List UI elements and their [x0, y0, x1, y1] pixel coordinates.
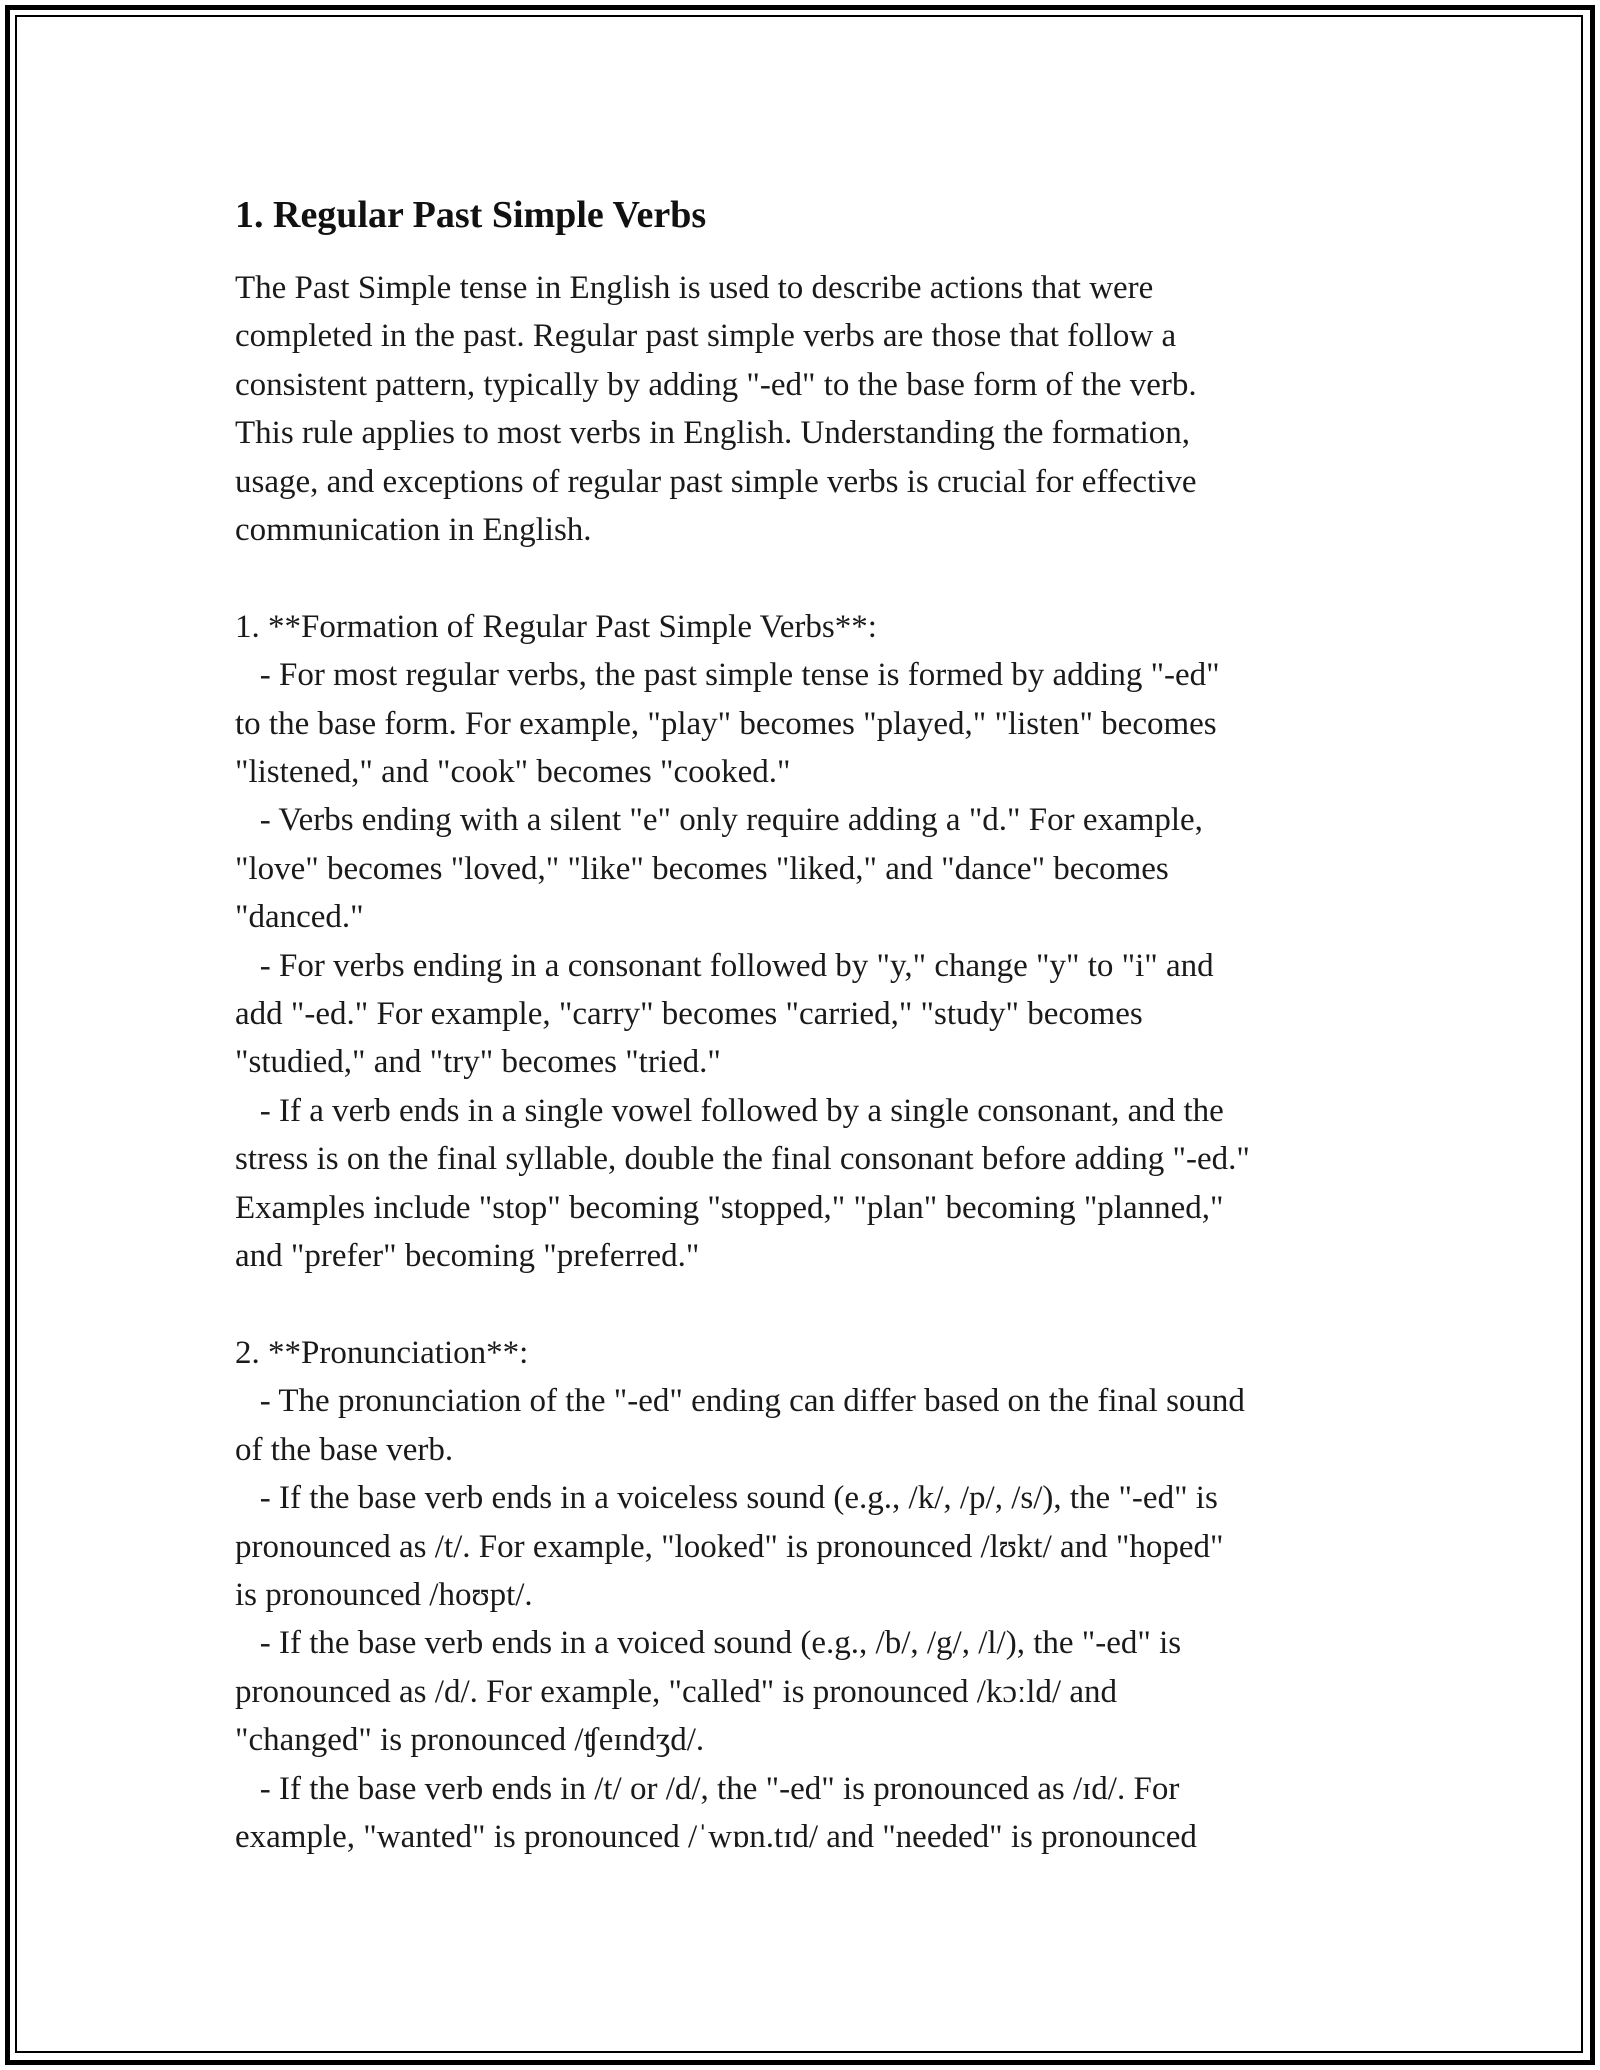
pronunciation-item-intro: - The pronunciation of the "-ed" ending can differ based on the final sound of the base verb. — [235, 1383, 1245, 1468]
paragraph-spacer — [235, 1281, 1375, 1329]
formation-item-add-ed: - For most regular verbs, the past simple tense is formed by adding "-ed" to the base form. For example, "play" becomes "played," "listen" becomes "listened," and "cook" becomes "cooked." — [235, 657, 1220, 791]
intro-paragraph: The Past Simple tense in English is used to describe actions that were completed in the past. Regular past simple verbs are those that follow a consistent pattern, typically by adding "-ed" to the base form of the verb. This rule applies to most verbs in English. Understanding the formation, usage, and exceptions of regular past simple verbs is crucial for effective communication in English. — [235, 270, 1197, 549]
paragraph-spacer — [235, 554, 1375, 602]
document-title: 1. Regular Past Simple Verbs — [235, 194, 707, 236]
pronunciation-item-t-d: - If the base verb ends in /t/ or /d/, the "-ed" is pronounced as /ɪd/. For example, "wanted" is pronounced /ˈwɒn.tɪd/ and "needed" is pronounced — [235, 1770, 1197, 1855]
formation-item-double-consonant: - If a verb ends in a single vowel followed by a single consonant, and the stress is on the final syllable, double the final consonant before adding "-ed." Examples include "stop" becoming "stopped," "plan" becoming "planned," and "prefer" becoming "preferred." — [235, 1092, 1250, 1275]
section-heading-formation: 1. **Formation of Regular Past Simple Verbs**: — [235, 608, 877, 645]
document-body — [235, 190, 1375, 1861]
formation-item-consonant-y: - For verbs ending in a consonant followed by "y," change "y" to "i" and add "-ed." For example, "carry" becomes "carried," "study" becomes "studied," and "try" becomes "tried." — [235, 947, 1214, 1081]
pronunciation-item-voiceless: - If the base verb ends in a voiceless sound (e.g., /k/, /p/, /s/), the "-ed" is pronounced as /t/. For example, "looked" is pronounced /lʊkt/ and "hoped" is pronounced /hoʊpt/. — [235, 1480, 1224, 1613]
pronunciation-item-voiced: - If the base verb ends in a voiced sound (e.g., /b/, /g/, /l/), the "-ed" is pronounced as /d/. For example, "called" is pronounced /kɔːld/ and "changed" is pronounced /ʧeɪndʒd/. — [235, 1625, 1182, 1759]
formation-item-silent-e: - Verbs ending with a silent "e" only require adding a "d." For example, "love" becomes "loved," "like" becomes "liked," and "dance" becomes "danced." — [235, 802, 1203, 936]
section-heading-pronunciation: 2. **Pronunciation**: — [235, 1334, 529, 1371]
